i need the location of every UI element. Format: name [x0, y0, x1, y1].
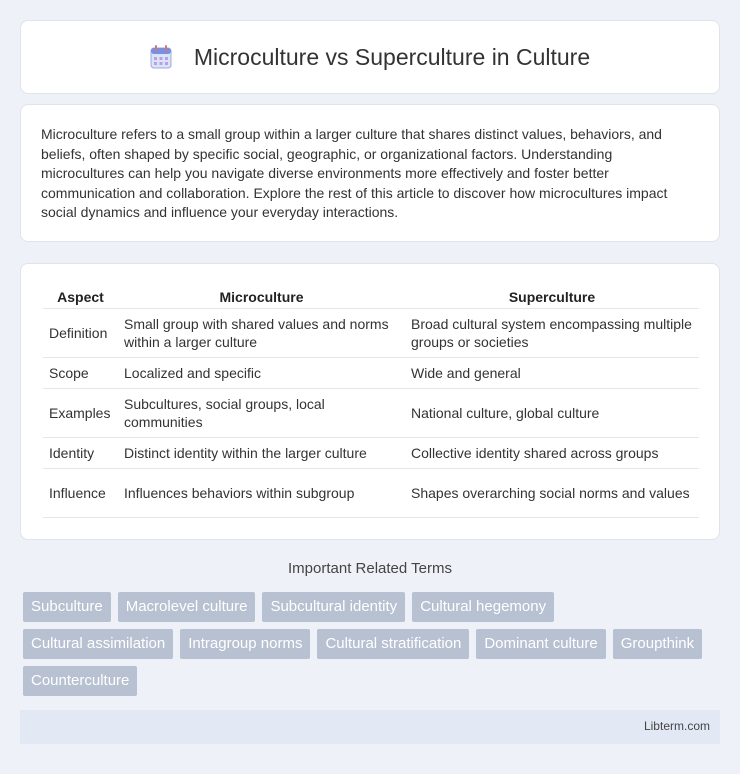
cell-microculture: Distinct identity within the larger culture [118, 437, 405, 468]
cell-microculture: Influences behaviors within subgroup [118, 468, 405, 517]
tag-subcultural-identity[interactable]: Subcultural identity [262, 592, 405, 622]
tag-dominant-culture[interactable]: Dominant culture [476, 629, 605, 659]
intro-card [20, 104, 720, 242]
tag-counterculture[interactable]: Counterculture [23, 666, 137, 696]
tag-intragroup-norms[interactable]: Intragroup norms [180, 629, 310, 659]
comparison-card [20, 263, 720, 540]
header-aspect: Aspect [43, 284, 118, 308]
cell-aspect: Scope [43, 357, 118, 388]
table-row [43, 437, 699, 468]
cell-superculture: National culture, global culture [405, 388, 699, 437]
header-superculture: Superculture [405, 284, 699, 308]
cell-aspect: Influence [43, 468, 118, 517]
table-row [43, 468, 699, 517]
footer [20, 710, 720, 744]
tag-cultural-assimilation[interactable]: Cultural assimilation [23, 629, 173, 659]
cell-superculture: Broad cultural system encompassing multiple groups or societies [405, 308, 699, 357]
calendar-icon [150, 45, 172, 69]
cell-superculture: Wide and general [405, 357, 699, 388]
cell-superculture: Collective identity shared across groups [405, 437, 699, 468]
footer-site-link[interactable]: Libterm.com [643, 719, 710, 733]
related-terms-title: Important Related Terms [288, 560, 452, 577]
tag-cultural-stratification[interactable]: Cultural stratification [317, 629, 469, 659]
cell-microculture: Subcultures, social groups, local communities [118, 388, 405, 437]
cell-aspect: Identity [43, 437, 118, 468]
table-row [43, 357, 699, 388]
table-header-row [43, 284, 699, 308]
tag-subculture[interactable]: Subculture [23, 592, 111, 622]
page-title: Microculture vs Superculture in Culture [193, 43, 591, 70]
comparison-table [43, 284, 699, 518]
related-terms-list [23, 592, 713, 703]
cell-superculture: Shapes overarching social norms and values [405, 468, 699, 517]
title-card [20, 20, 720, 94]
cell-microculture: Small group with shared values and norms within a larger culture [118, 308, 405, 357]
tag-groupthink[interactable]: Groupthink [613, 629, 702, 659]
table-row [43, 388, 699, 437]
cell-aspect: Examples [43, 388, 118, 437]
cell-aspect: Definition [43, 308, 118, 357]
tag-cultural-hegemony[interactable]: Cultural hegemony [412, 592, 554, 622]
header-microculture: Microculture [118, 284, 405, 308]
cell-microculture: Localized and specific [118, 357, 405, 388]
table-row [43, 308, 699, 357]
intro-text: Microculture refers to a small group within a larger culture that shares distinct values, behaviors, and beliefs, often shaped by specific social, geographic, or organizational factors. Understanding microcultures can help you navigate diverse environments more effectively and foster better communication and collaboration. Explore the rest of this article to discover how microcultures impact social dynamics and influence your everyday interactions. [41, 126, 668, 220]
tag-macrolevel-culture[interactable]: Macrolevel culture [118, 592, 256, 622]
